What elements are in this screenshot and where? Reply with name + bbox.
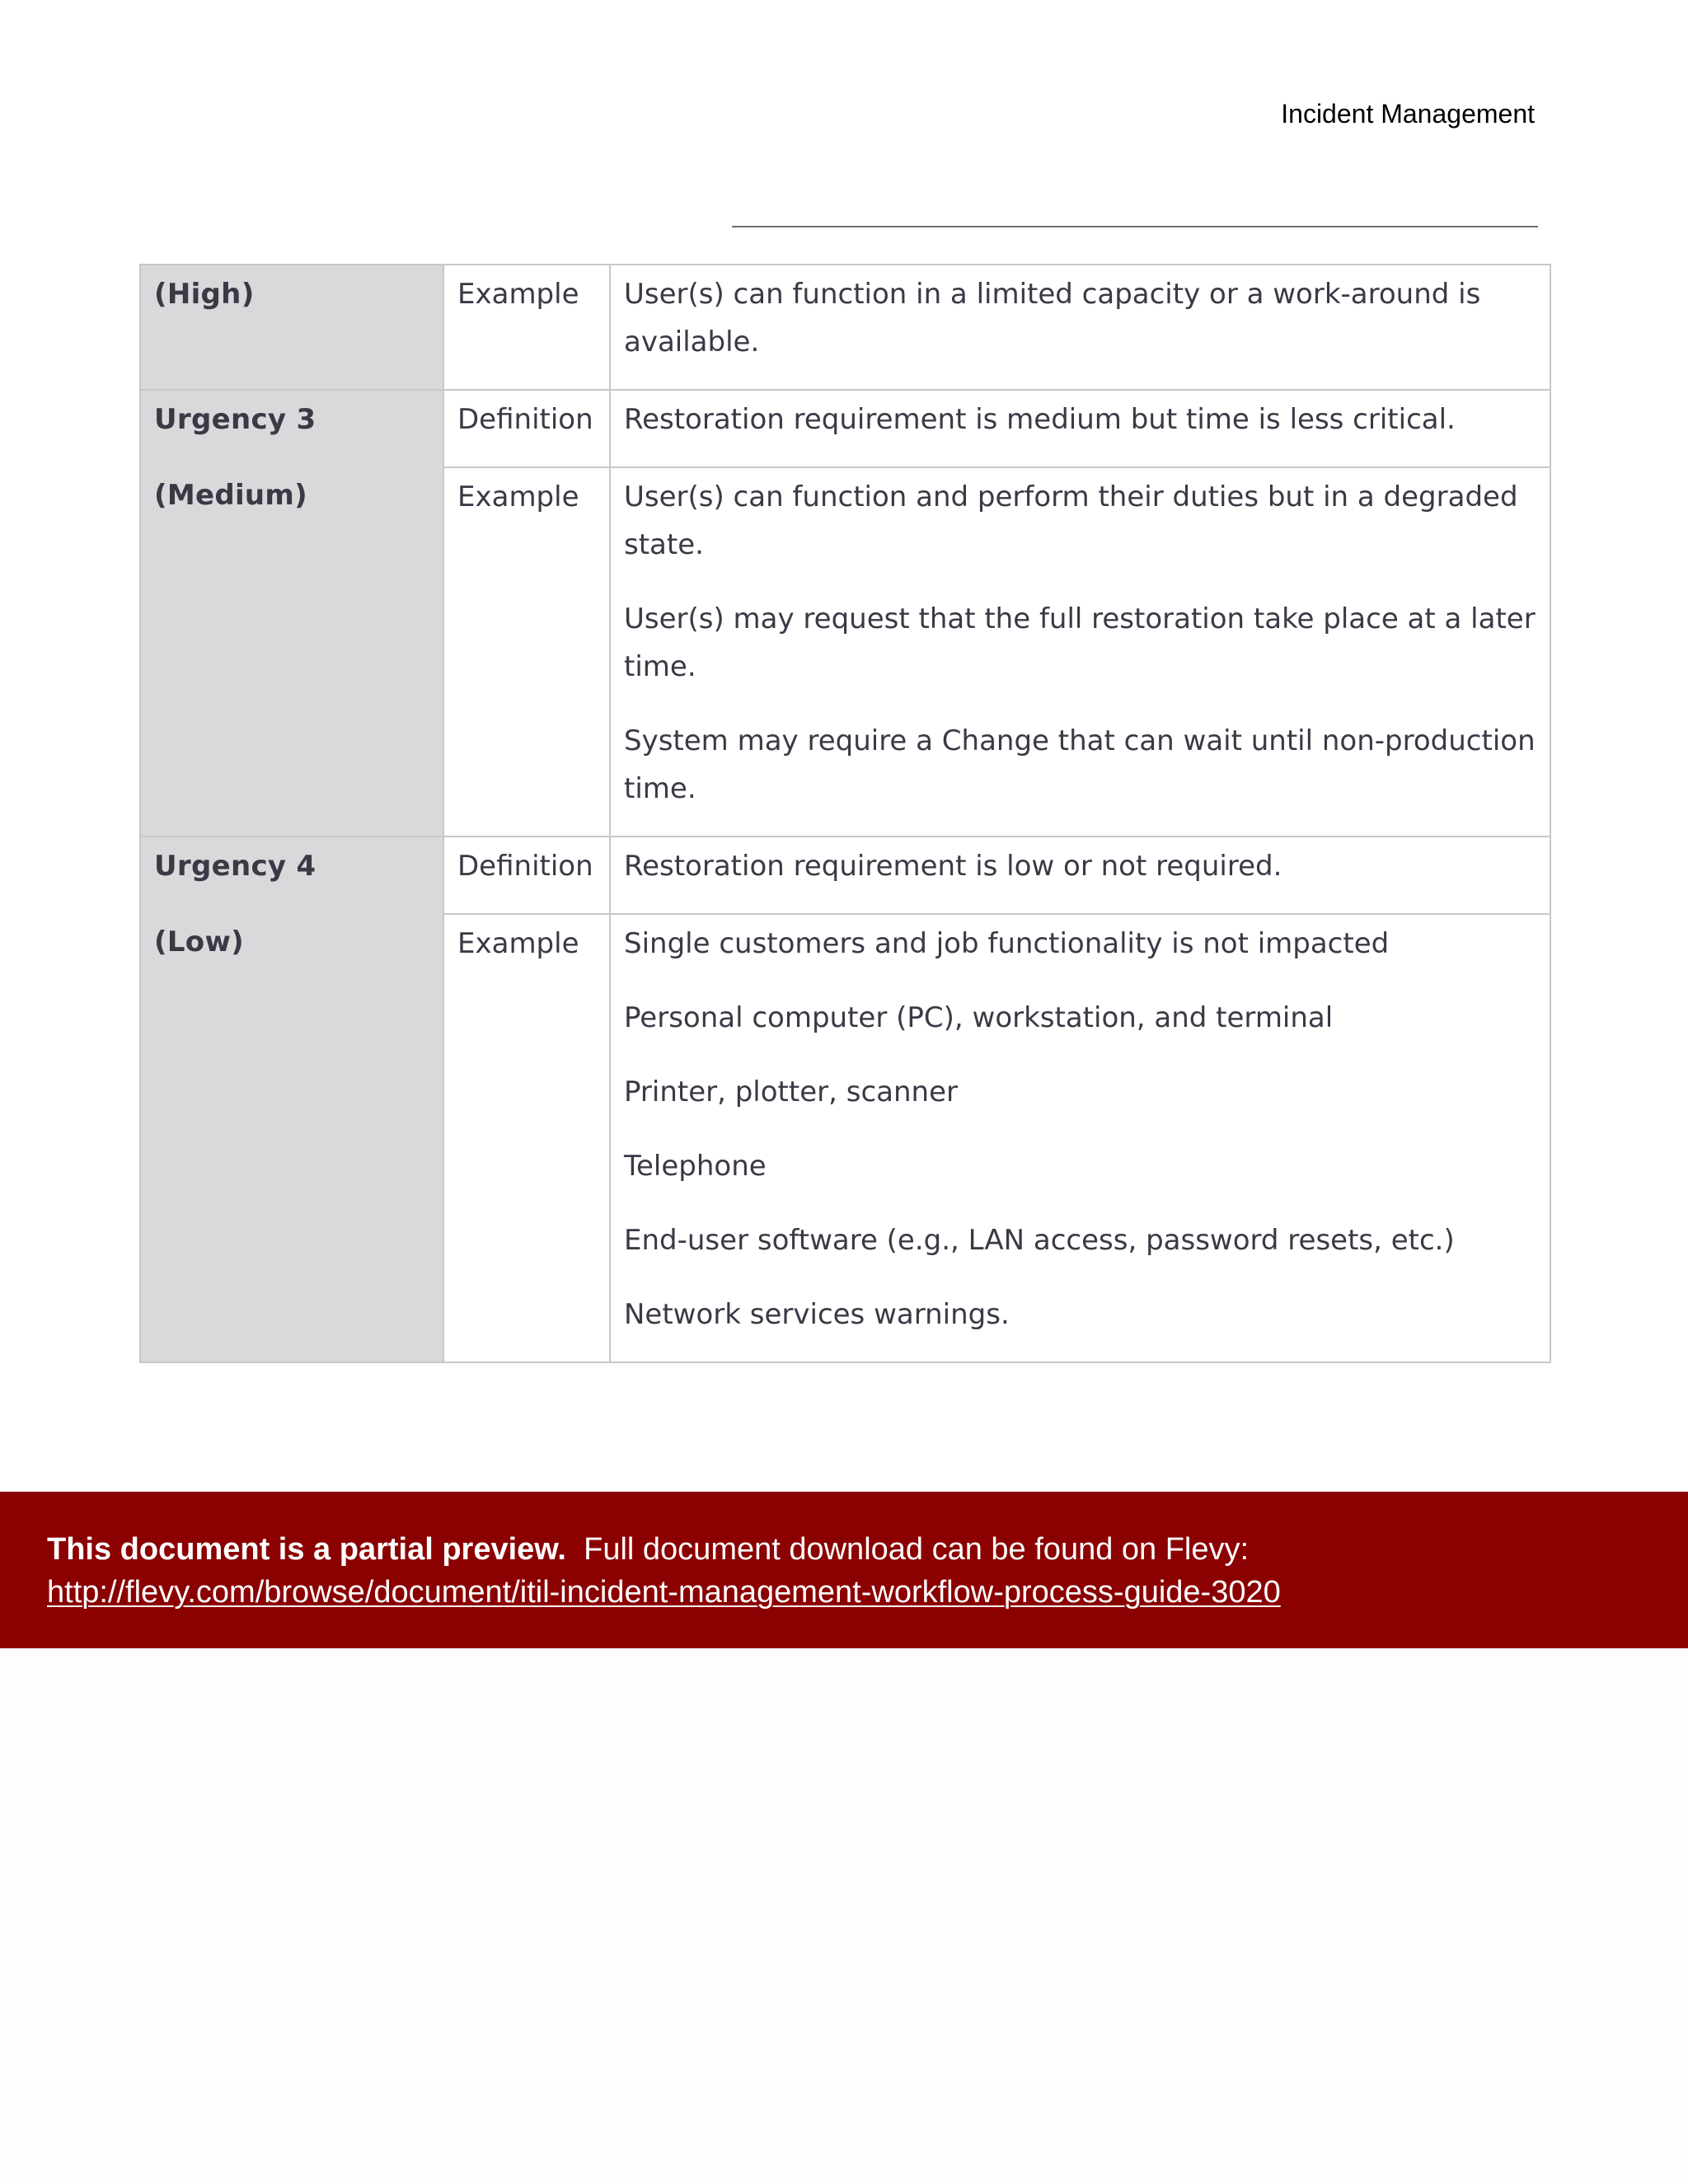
- row-description: [610, 265, 1550, 390]
- description-paragraph: User(s) can function in a limited capacity or a work-around is available.: [624, 278, 1481, 359]
- row-description: [610, 837, 1550, 914]
- table-row: [140, 390, 1550, 467]
- description-paragraph: Network services warnings.: [624, 1298, 1010, 1331]
- description-paragraph: User(s) may request that the full restoration take place at a later time.: [624, 602, 1536, 683]
- row-description: [610, 914, 1550, 1362]
- row-kind-label: Definition: [443, 837, 610, 914]
- description-paragraph: Restoration requirement is low or not required.: [624, 850, 1282, 883]
- urgency-level-sublabel: (Low): [154, 926, 245, 958]
- description-paragraph: Telephone: [624, 1150, 767, 1183]
- row-description: [610, 390, 1550, 467]
- urgency-level-label: (High): [154, 278, 255, 311]
- running-header: Incident Management: [1281, 99, 1535, 129]
- header-divider: [732, 226, 1538, 227]
- description-paragraph: System may require a Change that can wait until non-production time.: [624, 724, 1536, 805]
- preview-notice: This document is a partial preview.: [47, 1532, 566, 1567]
- flevy-download-link[interactable]: http://flevy.com/browse/document/itil-incident-management-workflow-process-guide-3020: [47, 1575, 1281, 1610]
- preview-banner-text: [47, 1528, 1281, 1614]
- download-notice: Full document download can be found on Flevy:: [584, 1532, 1250, 1567]
- table-row: [140, 265, 1550, 390]
- urgency-level-cell: [140, 265, 443, 390]
- description-paragraph: Single customers and job functionality is not impacted: [624, 927, 1390, 960]
- description-paragraph: Printer, plotter, scanner: [624, 1076, 958, 1108]
- description-paragraph: Restoration requirement is medium but time is less critical.: [624, 403, 1456, 436]
- row-description: [610, 467, 1550, 837]
- urgency-table: [139, 264, 1551, 1363]
- urgency-level-sublabel: (Medium): [154, 479, 307, 512]
- table-row: [140, 837, 1550, 914]
- row-kind-label: Example: [443, 914, 610, 1362]
- urgency-level-label: Urgency 3: [154, 403, 316, 436]
- row-kind-label: Definition: [443, 390, 610, 467]
- preview-banner: [0, 1492, 1688, 1648]
- urgency-level-cell: [140, 390, 443, 837]
- description-paragraph: Personal computer (PC), workstation, and terminal: [624, 1001, 1334, 1034]
- row-kind-label: Example: [443, 265, 610, 390]
- row-kind-label: Example: [443, 467, 610, 837]
- urgency-level-label: Urgency 4: [154, 850, 316, 883]
- urgency-level-cell: [140, 837, 443, 1362]
- description-paragraph: User(s) can function and perform their duties but in a degraded state.: [624, 480, 1518, 561]
- description-paragraph: End-user software (e.g., LAN access, password resets, etc.): [624, 1224, 1455, 1257]
